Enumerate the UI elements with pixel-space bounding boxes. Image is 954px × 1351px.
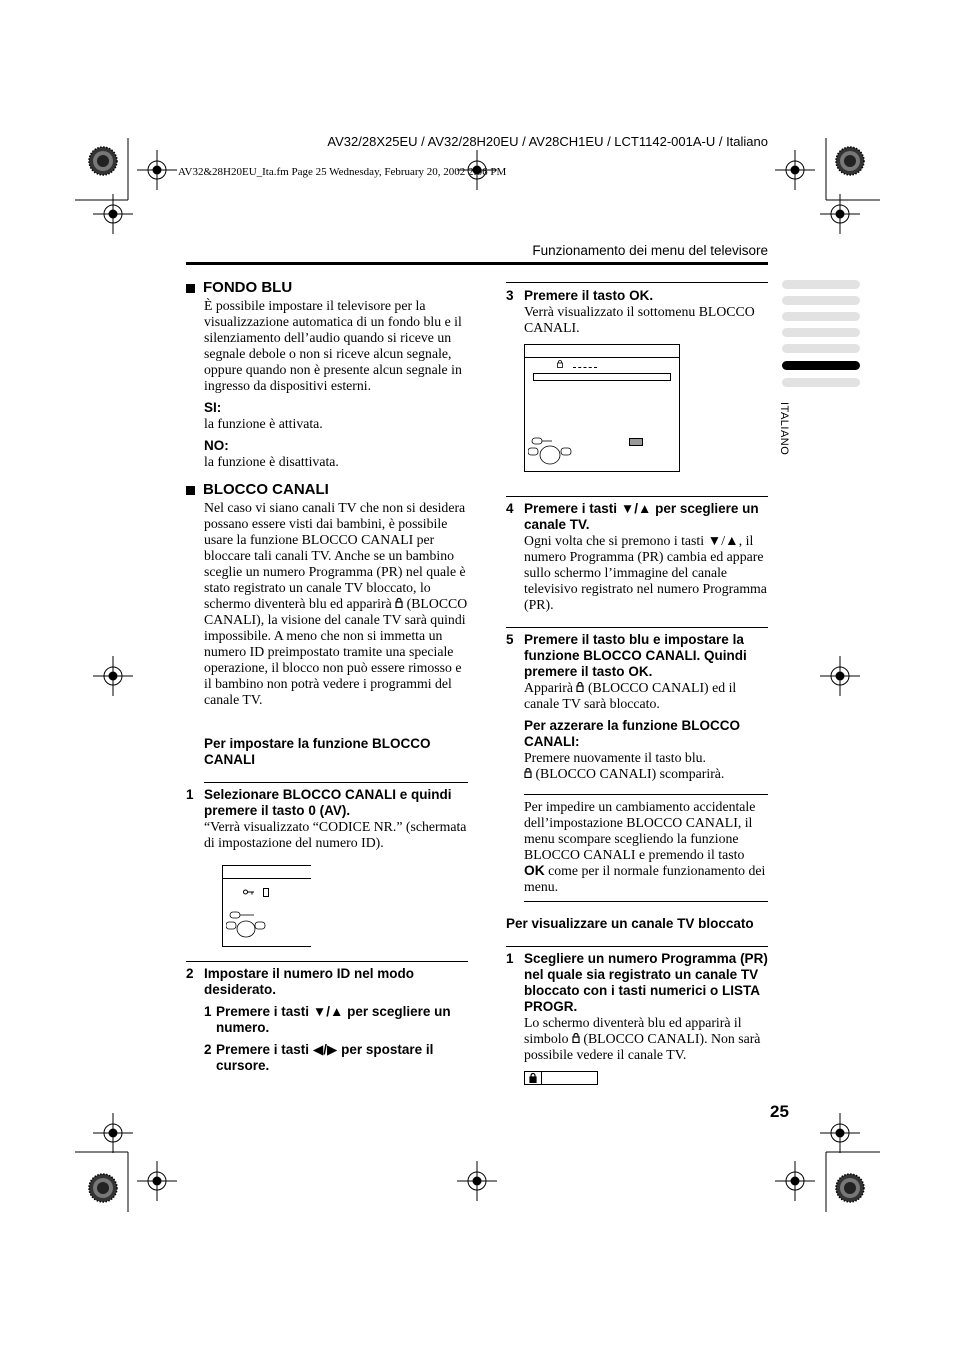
key-icon <box>243 888 255 896</box>
lock-icon <box>576 682 584 692</box>
side-tab <box>782 328 860 337</box>
blocco-canali-body: Nel caso vi siano canali TV che non si desidera possano essere visti dai bambini, è possibile usare la funzione BLOCCO CANALI per bloccare tali canali TV. Anche se un bambino sceglie un numero Programma (PR) nel quale è stato registrato un canale TV bloccato, lo schermo diventerà blu ed apparirà (BLOCCO CANALI), la visione del canale TV sarà quindi impossibile. A meno che non si immetta un numero ID preimpostato tramite una speciale operazione, il blocco non può essere rimosso e il bambino non potrà vedere i programmi del canale TV. <box>204 500 468 707</box>
view-heading: Per visualizzare un canale TV bloccato <box>506 916 768 947</box>
side-tab <box>782 344 860 353</box>
document-header: AV32/28X25EU / AV32/28H20EU / AV28CH1EU / LCT1142-001A-U / Italiano <box>327 134 768 149</box>
reset-body-2: (BLOCCO CANALI) scomparirà. <box>524 766 768 782</box>
divider <box>506 627 768 628</box>
ok-key-icon: OK <box>524 863 545 878</box>
divider <box>524 794 768 795</box>
divider <box>506 282 768 283</box>
no-text: la funzione è disattivata. <box>204 454 339 469</box>
step-4-body: Ogni volta che si premono i tasti ▼/▲, il numero Programma (PR) cambia ed appare sullo schermo l’immagine del canale televisivo registrato nel numero Programma (PR). <box>524 533 767 612</box>
screen-tab <box>223 866 311 879</box>
lock-indicator-box <box>524 1071 598 1085</box>
square-bullet-icon <box>186 486 195 495</box>
side-tab <box>782 312 860 321</box>
remote-keys-icon <box>528 437 572 469</box>
section-title: Funzionamento dei menu del televisore <box>532 243 768 258</box>
lock-icon <box>572 1033 580 1043</box>
remote-keys-icon <box>226 911 266 943</box>
substep-1: 1 Premere i tasti ▼/▲ per scegliere un numero. <box>204 1004 451 1035</box>
fondo-blu-heading: FONDO BLU <box>186 280 468 296</box>
av-key-icon: 0 (AV) <box>308 803 347 818</box>
blocco-canali-heading: BLOCCO CANALI <box>186 482 468 498</box>
side-tab <box>782 280 860 289</box>
lock-icon <box>557 360 563 368</box>
lock-icon <box>529 1073 537 1083</box>
divider <box>506 496 768 497</box>
divider <box>524 901 768 902</box>
step-3: 3 Premere il tasto OK. <box>506 288 654 303</box>
set-lock-heading: Per impostare la funzione BLOCCO CANALI <box>204 736 468 783</box>
top-rule <box>186 262 768 265</box>
si-label: SI: <box>204 400 222 415</box>
file-info: AV32&28H20EU_Ita.fm Page 25 Wednesday, February 20, 2002 2:06 PM <box>178 166 507 178</box>
reset-body-1: Premere nuovamente il tasto blu. <box>524 750 706 765</box>
dashes <box>573 367 597 368</box>
side-tab <box>782 378 860 387</box>
step-3-body: Verrà visualizzato il sottomenu BLOCCO CANALI. <box>524 304 755 335</box>
lock-icon <box>524 768 532 778</box>
side-language-label: ITALIANO <box>778 402 790 456</box>
lock-icon <box>395 598 403 608</box>
screen-border-right <box>310 280 312 281</box>
down-up-icon: ▼/▲ <box>312 1004 344 1019</box>
down-up-icon: ▼/▲ <box>620 501 652 516</box>
code-screen <box>222 865 311 947</box>
step-5-body: Apparirà (BLOCCO CANALI) ed il canale TV sarà bloccato. <box>524 680 737 711</box>
left-right-icon: ◀/▶ <box>312 1042 338 1057</box>
page-number: 25 <box>770 1102 789 1121</box>
si-text: la funzione è attivata. <box>204 416 323 431</box>
substep-2: 2 Premere i tasti ◀/▶ per spostare il cursore. <box>204 1042 434 1073</box>
reset-heading: Per azzerare la funzione BLOCCO CANALI: <box>524 718 741 749</box>
side-tab-active <box>782 361 860 370</box>
blue-key-icon <box>629 438 643 446</box>
screen-tab <box>525 345 679 358</box>
view-step-1-body: Lo schermo diventerà blu ed apparirà il simbolo (BLOCCO CANALI). Non sarà possibile vedere il canale TV. <box>524 1015 761 1062</box>
view-step-1: 1 Scegliere un numero Programma (PR) nel quale sia registrato un canale TV bloccato con i tasti numerici o LISTA PROGR. <box>506 951 768 1014</box>
ok-key-icon: OK <box>629 288 650 303</box>
id-cursor <box>263 888 269 897</box>
step-4: 4 Premere i tasti ▼/▲ per scegliere un canale TV. <box>506 501 759 532</box>
step-1-body: “Verrà visualizzato “CODICE NR.” (schermata di impostazione del numero ID). <box>204 819 467 850</box>
no-label: NO: <box>204 438 229 453</box>
step-1: 1 Selezionare BLOCCO CANALI e quindi premere il tasto 0 (AV). <box>186 787 452 818</box>
side-tab <box>782 296 860 305</box>
ok-key-icon: OK <box>628 664 649 679</box>
divider <box>186 961 468 962</box>
step-2: 2 Impostare il numero ID nel modo desiderato. <box>186 966 415 997</box>
right-column <box>506 280 768 1085</box>
blocco-submenu-screen <box>524 344 680 472</box>
square-bullet-icon <box>186 284 195 293</box>
fondo-blu-body: È possibile impostare il televisore per la visualizzazione automatica di un fondo blu e il silenziamento dell’audio quando si riceve un segnale debole o non si riceve alcun segnale, oppure quando non è presente alcun segnale in ingresso da dispositivi esterni. <box>204 298 462 393</box>
note-text: Per impedire un cambiamento accidentale dell’impostazione BLOCCO CANALI, il menu scompare scegliendo la funzione BLOCCO CANALI e premendo il tasto OK come per il normale funzionamento dei menu. <box>524 799 766 894</box>
left-column <box>186 280 468 1074</box>
channel-bar <box>533 373 671 381</box>
step-5: 5 Premere il tasto blu e impostare la funzione BLOCCO CANALI. Quindi premere il tasto OK. <box>506 632 747 679</box>
